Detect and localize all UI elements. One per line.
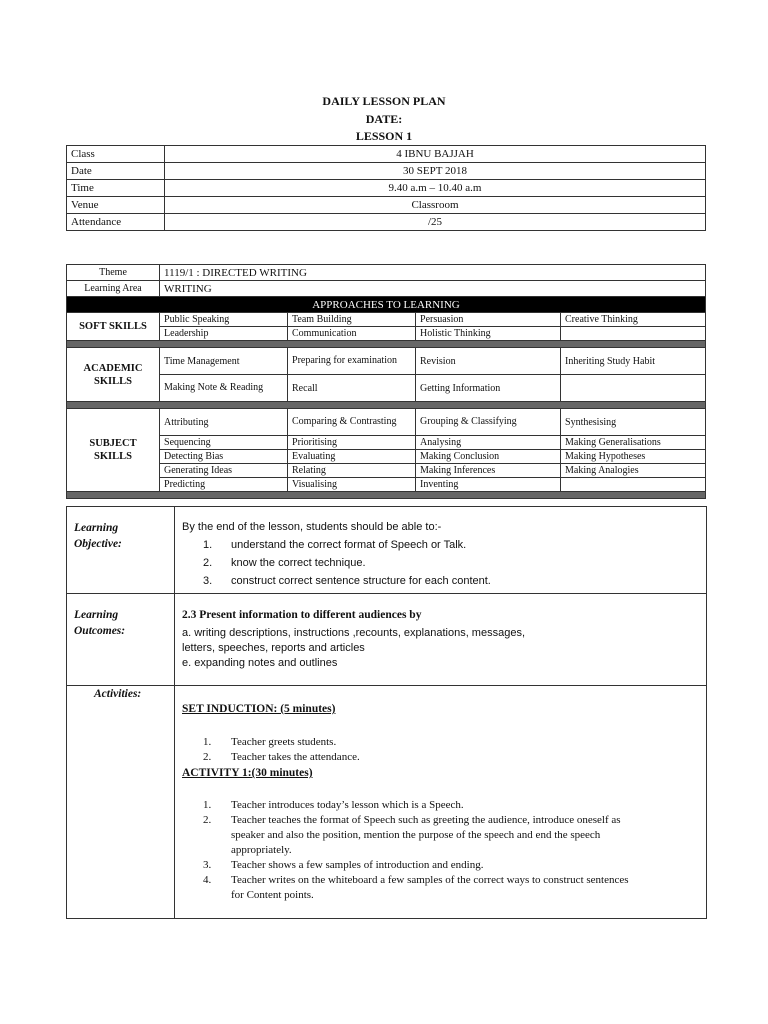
plan-lesson: LESSON 1 [355, 129, 413, 143]
skill-cell: Inventing [416, 478, 561, 492]
skill-cell: Preparing for examination [288, 348, 416, 375]
skill-cell: Making Inferences [416, 464, 561, 478]
skill-cell: Inheriting Study Habit [561, 348, 706, 375]
outcomes-line: a. writing descriptions, instructions ,recounts, explanations, messages, [182, 627, 525, 639]
skill-cell: Analysing [416, 436, 561, 450]
column-divider [174, 506, 175, 919]
skill-cell [561, 375, 706, 402]
info-label: Class [67, 146, 165, 163]
skill-cell: Making Note & Reading [160, 375, 288, 402]
info-row [67, 197, 706, 214]
outcomes-heading: 2.3 Present information to different audiences by [182, 609, 422, 621]
skill-cell: Detecting Bias [160, 450, 288, 464]
learning-area-label: Learning Area [67, 281, 160, 297]
skill-cell: Leadership [160, 327, 288, 341]
approaches-banner [67, 297, 706, 313]
activity-item: 3. Teacher shows a few samples of introduction and ending. [203, 859, 484, 871]
skill-cell: Relating [288, 464, 416, 478]
info-label: Attendance [67, 214, 165, 231]
objective-item: 2. know the correct technique. [203, 557, 366, 569]
outcomes-line: letters, speeches, reports and articles [182, 642, 365, 654]
skill-cell: Grouping & Classifying [416, 409, 561, 436]
skill-cell: Public Speaking [160, 313, 288, 327]
skill-cell: Predicting [160, 478, 288, 492]
skill-row [67, 348, 706, 375]
theme-label: Theme [67, 265, 160, 281]
skill-cell: Making Hypotheses [561, 450, 706, 464]
info-label: Time [67, 180, 165, 197]
skill-cell: Attributing [160, 409, 288, 436]
skill-cell: Sequencing [160, 436, 288, 450]
activity-item: for Content points. [231, 889, 314, 901]
skill-cell: Visualising [288, 478, 416, 492]
skill-row [67, 313, 706, 327]
theme-value: 1119/1 : DIRECTED WRITING [160, 265, 706, 281]
set-induction-item: 2. Teacher takes the attendance. [203, 751, 360, 763]
info-table [66, 145, 706, 231]
activity-item: speaker and also the position, mention the purpose of the speech and end the speech [231, 829, 601, 841]
skill-cell: Persuasion [416, 313, 561, 327]
skill-cell: Communication [288, 327, 416, 341]
skill-cell: Making Analogies [561, 464, 706, 478]
skill-row [67, 375, 706, 402]
skill-cell [561, 478, 706, 492]
skill-cell: Comparing & Contrasting [288, 409, 416, 436]
skill-row [67, 450, 706, 464]
plan-title: DAILY LESSON PLAN [322, 94, 446, 108]
soft-skills-label: SOFT SKILLS [67, 313, 160, 341]
info-label: Date [67, 163, 165, 180]
subject-skills-label: SUBJECT SKILLS [67, 409, 160, 492]
info-row [67, 214, 706, 231]
info-row [67, 146, 706, 163]
info-value: Classroom [165, 197, 706, 214]
skill-cell: Team Building [288, 313, 416, 327]
skill-cell: Making Generalisations [561, 436, 706, 450]
approaches-title: APPROACHES TO LEARNING [67, 297, 706, 313]
skill-cell: Holistic Thinking [416, 327, 561, 341]
learning-area-row [67, 281, 706, 297]
skill-cell: Creative Thinking [561, 313, 706, 327]
skill-cell: Recall [288, 375, 416, 402]
theme-row [67, 265, 706, 281]
skill-row [67, 478, 706, 492]
section-divider [67, 402, 706, 409]
activity-item: 4. Teacher writes on the whiteboard a few samples of the correct ways to construct sentences [203, 874, 629, 886]
activities-label: Activities: [94, 688, 142, 700]
approaches-table [66, 264, 706, 499]
objective-intro: By the end of the lesson, students should be able to:- [182, 521, 442, 533]
skill-row [67, 436, 706, 450]
skill-cell: Time Management [160, 348, 288, 375]
skill-cell: Evaluating [288, 450, 416, 464]
activity-item: 1. Teacher introduces today’s lesson which is a Speech. [203, 799, 464, 811]
skill-cell: Revision [416, 348, 561, 375]
skill-row [67, 327, 706, 341]
outcomes-line: e. expanding notes and outlines [182, 657, 338, 669]
info-value: 9.40 a.m – 10.40 a.m [165, 180, 706, 197]
info-value: /25 [165, 214, 706, 231]
objective-item: 1. understand the correct format of Speech or Talk. [203, 539, 467, 551]
skill-cell: Generating Ideas [160, 464, 288, 478]
skill-cell [561, 327, 706, 341]
skill-cell: Getting Information [416, 375, 561, 402]
info-label: Venue [67, 197, 165, 214]
info-row [67, 163, 706, 180]
info-value: 30 SEPT 2018 [165, 163, 706, 180]
info-row [67, 180, 706, 197]
academic-skills-label: ACADEMIC SKILLS [67, 348, 160, 402]
skill-row [67, 464, 706, 478]
plan-date: DATE: [365, 112, 403, 126]
section-divider [67, 492, 706, 499]
skill-cell: Prioritising [288, 436, 416, 450]
skill-cell: Making Conclusion [416, 450, 561, 464]
section-divider [67, 341, 706, 348]
skill-row [67, 409, 706, 436]
set-induction-heading: SET INDUCTION: (5 minutes) [182, 703, 336, 715]
activity-item: appropriately. [231, 844, 292, 856]
objective-label: Learning Objective: [74, 522, 122, 550]
info-value: 4 IBNU BAJJAH [165, 146, 706, 163]
learning-area-value: WRITING [160, 281, 706, 297]
skill-cell: Synthesising [561, 409, 706, 436]
activity1-heading: ACTIVITY 1:(30 minutes) [182, 767, 313, 779]
set-induction-item: 1. Teacher greets students. [203, 736, 337, 748]
objective-item: 3. construct correct sentence structure for each content. [203, 575, 491, 587]
outcomes-label: Learning Outcomes: [74, 609, 126, 637]
activity-item: 2. Teacher teaches the format of Speech such as greeting the audience, introduce oneself as [203, 814, 621, 826]
